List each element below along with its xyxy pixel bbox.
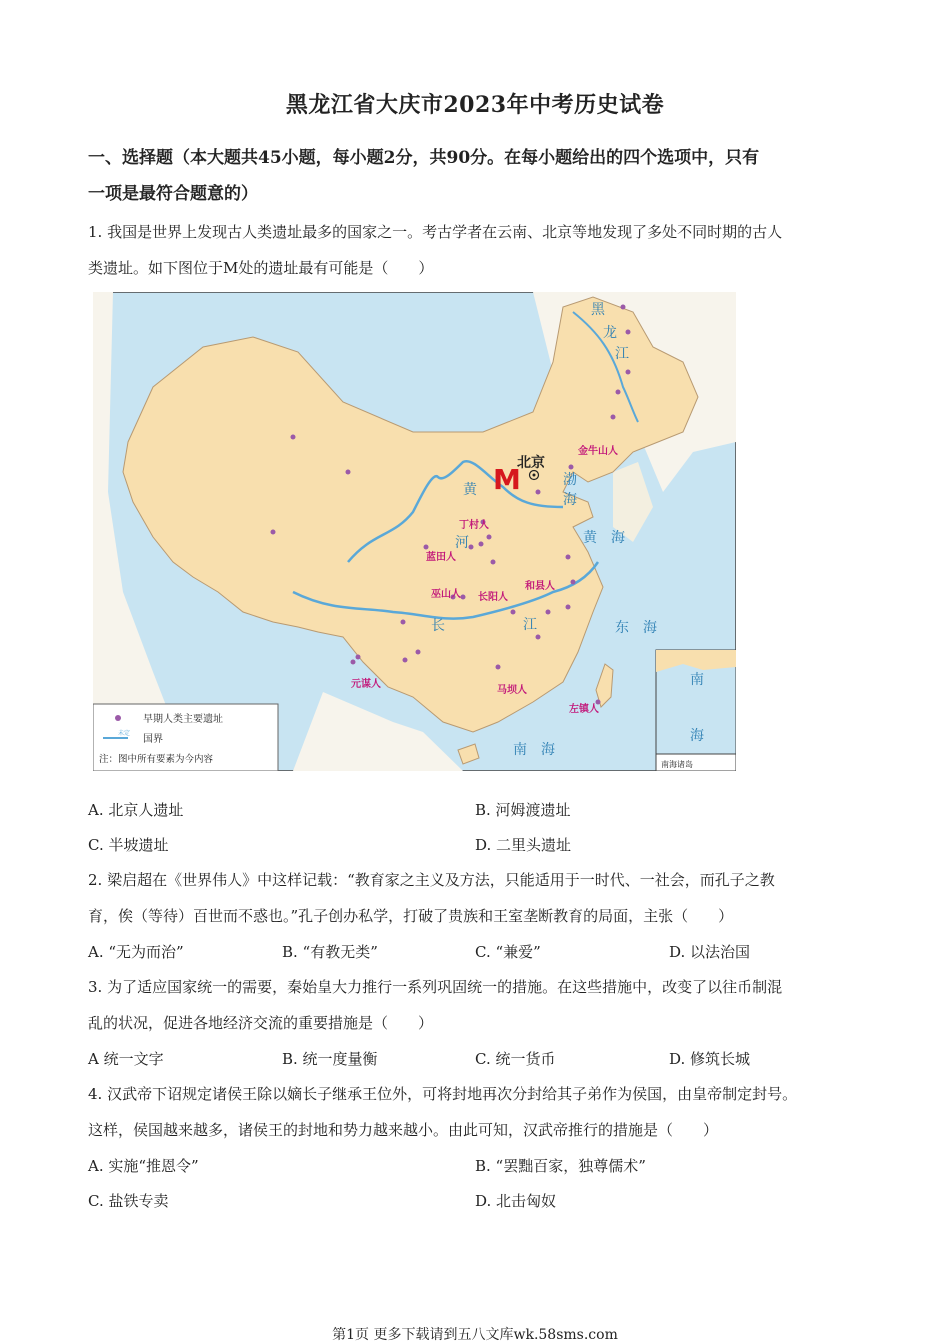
q1-option-b[interactable]: B. 河姆渡遗址 xyxy=(475,801,571,819)
site-label-changyang: 长阳人 xyxy=(478,592,508,603)
q1-option-c[interactable]: C. 半坡遗址 xyxy=(88,836,169,854)
river-label-chang: 长 xyxy=(431,618,445,634)
question-1-line2: 类遗址。如下图位于M处的遗址最有可能是（ ） xyxy=(88,259,434,277)
legend-border-tag: 未定 xyxy=(118,730,131,737)
q3-option-c[interactable]: C. 统一货币 xyxy=(475,1050,556,1068)
map-beijing-label: 北京 xyxy=(517,455,545,471)
river-label-jiang2: 江 xyxy=(615,346,629,362)
legend-border-label: 国界 xyxy=(143,734,163,745)
question-1-line1: 1. 我国是世界上发现古人类遗址最多的国家之一。考古学者在云南、北京等地发现了多处不同时期的古人 xyxy=(88,223,783,241)
legend-note: 注：图中所有要素为今内容 xyxy=(99,754,214,765)
q2-option-c[interactable]: C. “兼爱” xyxy=(475,943,541,961)
river-label-he: 河 xyxy=(455,535,469,551)
question-2-line1: 2. 梁启超在《世界伟人》中这样记载：“教育家之主义及方法，只能适用于一时代、一社会，而孔子之教 xyxy=(88,871,775,889)
river-label-long: 龙 xyxy=(603,325,617,341)
q4-option-b[interactable]: B. “罢黜百家，独尊儒术” xyxy=(475,1157,646,1175)
inset-label-hai: 海 xyxy=(690,728,704,744)
question-4-line1: 4. 汉武帝下诏规定诸侯王除以嫡长子继承王位外，可将封地再次分封给其子弟作为侯国，由皇帝制定封号。 xyxy=(88,1085,798,1103)
site-label-wushan: 巫山人 xyxy=(431,589,461,600)
q2-option-b[interactable]: B. “有教无类” xyxy=(282,943,378,961)
site-label-dingcun: 丁村人 xyxy=(459,520,489,531)
question-3-line1: 3. 为了适应国家统一的需要，秦始皇大力推行一系列巩固统一的措施。在这些措施中，改变了以往币制混 xyxy=(88,978,783,996)
inset-label-nan: 南 xyxy=(690,672,704,688)
question-2-line2: 育，俟（等待）百世而不惑也。”孔子创办私学，打破了贵族和王室垄断教育的局面，主张（ ） xyxy=(88,907,734,925)
site-label-hexian: 和县人 xyxy=(525,581,555,592)
page-title: 黑龙江省大庆市2023年中考历史试卷 xyxy=(285,92,665,118)
q3-option-b[interactable]: B. 统一度量衡 xyxy=(282,1050,378,1068)
q2-option-a[interactable]: A. “无为而治” xyxy=(88,943,184,961)
question-4-line2: 这样，侯国越来越多，诸侯王的封地和势力越来越小。由此可知，汉武帝推行的措施是（ ） xyxy=(88,1121,719,1139)
q1-option-d[interactable]: D. 二里头遗址 xyxy=(475,836,572,854)
map-marker-m: M xyxy=(493,463,521,496)
q2-option-d[interactable]: D. 以法治国 xyxy=(669,943,751,961)
question-3-line2: 乱的状况，促进各地经济交流的重要措施是（ ） xyxy=(88,1014,434,1032)
inset-caption: 南海诸岛 xyxy=(661,760,693,769)
river-label-huang: 黄 xyxy=(463,482,477,498)
site-label-yuanmou: 元谋人 xyxy=(351,679,381,690)
sea-label-donghai: 东 海 xyxy=(615,620,657,636)
river-label-jiang: 江 xyxy=(523,617,537,633)
sea-label-nanhai: 南 海 xyxy=(513,742,555,758)
legend-site-icon xyxy=(115,715,121,721)
river-label-hei: 黑 xyxy=(591,302,605,318)
sea-label-huanghai: 黄 海 xyxy=(583,530,625,546)
site-label-maba: 马坝人 xyxy=(497,685,527,696)
site-label-jinniushan: 金牛山人 xyxy=(578,446,618,457)
page-footer: 第1页 更多下载请到五八文库wk.58sms.com xyxy=(332,1327,618,1343)
section-heading-line1: 一、选择题（本大题共45小题，每小题2分，共90分。在每小题给出的四个选项中，只有 xyxy=(88,148,760,168)
q3-option-a[interactable]: A 统一文字 xyxy=(88,1050,164,1068)
site-label-zuozhen: 左镇人 xyxy=(569,704,599,715)
sea-label-hai: 海 xyxy=(563,492,577,508)
q4-option-c[interactable]: C. 盐铁专卖 xyxy=(88,1192,169,1210)
q4-option-a[interactable]: A. 实施“推恩令” xyxy=(88,1157,199,1175)
legend-site-label: 早期人类主要遗址 xyxy=(143,714,223,725)
early-human-sites-map xyxy=(93,292,736,771)
sea-label-bo: 渤 xyxy=(563,472,577,488)
site-label-lantian: 蓝田人 xyxy=(426,552,456,563)
q3-option-d[interactable]: D. 修筑长城 xyxy=(669,1050,751,1068)
q1-option-a[interactable]: A. 北京人遗址 xyxy=(88,801,184,819)
section-heading-line2: 一项是最符合题意的） xyxy=(88,184,258,204)
q4-option-d[interactable]: D. 北击匈奴 xyxy=(475,1192,557,1210)
